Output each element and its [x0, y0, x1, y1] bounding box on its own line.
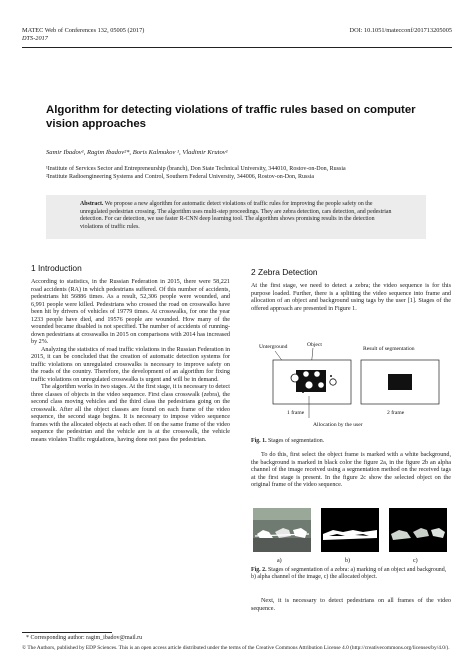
- conference-id: DTS-2017: [22, 35, 48, 42]
- user-tag: [330, 379, 336, 385]
- section-2-intro: [251, 283, 451, 313]
- figure-2-images: [253, 508, 449, 564]
- user-tag: [303, 371, 309, 377]
- paper-title: Algorithm for detecting violations of traffic rules based on computer vision approaches: [46, 104, 416, 130]
- paragraph: Next, it is necessary to detect pedestrians on all frames of the video sequence.: [251, 598, 451, 612]
- section-1-title: 1 Introduction: [31, 263, 82, 273]
- corresponding-author-footnote: * Corresponding author: ragim_ibadov@mail.ru: [26, 635, 143, 641]
- abstract-text: We propose a new algorithm for automatic detect violations of traffic rules for improving the people safety on the unregulated pedestrian crossing. The algorithm uses multi-step proceedings. They are zebra detection, cars detection, and pedestrian detection. For car detection, we use faster R-CNN deep learning tool. The algorithm shows promising results in the detection violations of traffic rules.: [80, 201, 392, 230]
- image-b-alpha: [321, 508, 379, 552]
- figure-1-diagram: [251, 338, 451, 430]
- paragraph: To do this, first select the object frame is marked with a white background, the background is marked in black color the figure 2a, in the figure 2b an alpha channel of the image received using a segmentation method on the received tags at the first stage is present. In the figure 2c show the selected object on the original frame of the video sequence.: [251, 452, 451, 489]
- section-2-body: [251, 452, 451, 490]
- affiliation-2: ²Institute Radioengineering Systems and Control, Southern Federal University, 344006, Rostov-on-Don, Russia: [46, 173, 315, 180]
- label-c: c): [413, 558, 418, 564]
- label-object: Object: [307, 342, 322, 348]
- caption-label: Fig. 1.: [251, 438, 267, 444]
- journal-name: MATEC Web of Conferences 132, 05005 (2017): [22, 27, 145, 34]
- caption-label: Fig. 2.: [251, 567, 267, 573]
- section-2-closing: [251, 598, 451, 613]
- footnote-divider: [22, 632, 112, 633]
- figure-1-caption: [251, 438, 451, 445]
- paragraph: According to statistics, in the Russian Federation in 2015, there were 58,221 road accidents (RA) in which pedestrians suffered. Of this number of accidents, pedestrians hit 56886 times. As a result, 52,306 people were wounded, and 6,991 people were killed. Pedestrians who crossed the road on crosswalks have been hit by drivers of vehicles of 19779 times. At crosswalks, for one the year 1233 people have died, and 19576 people are wounded. How many of the wounded became disabled is not specified. The number of accidents of running-down pedestrians at crosswalks in 2015 on comparisons with 2014 has increased by 2%.: [31, 279, 230, 346]
- image-a-marking: [253, 508, 311, 552]
- label-result: Result of segmentation: [363, 346, 415, 352]
- frame-2-object: [388, 374, 412, 390]
- user-tag-dot: [330, 375, 332, 377]
- label-b: b): [345, 558, 350, 564]
- user-tag: [305, 381, 313, 389]
- section-1-body: [31, 279, 230, 444]
- license-footer: © The Authors, published by EDP Sciences. This is an open access article distributed under the terms of the Creative Commons Attribution License 4.0 (http://creativecommons.org/licenses/by/4.0/).: [22, 645, 450, 651]
- paragraph: Analyzing the statistics of road traffic violations in the Russian Federation in 2015, it can be concluded that the creation of automatic detection systems for traffic violations on unregulated crosswalks is necessary to improve safety on the roads of the country. Therefore, the development of an algorithm for fixing traffic violations on unregulated crosswalks is urgent and will be in demand.: [31, 346, 231, 383]
- label-underground: Unterground: [259, 344, 288, 350]
- doi: DOI: 10.1051/matecconf/201713205005: [349, 27, 452, 34]
- user-tag: [314, 371, 320, 377]
- label-frame-2: 2 frame: [387, 410, 405, 416]
- author-list: Samir Ibadov¹, Ragim Ibadov²*, Boris Kalmukov ¹, Vladimir Krutov¹: [46, 149, 228, 156]
- caption-text: Stages of segmentation.: [268, 438, 325, 444]
- figure-2-caption: [251, 567, 451, 582]
- user-tag-dot: [302, 391, 304, 393]
- user-tag: [291, 374, 299, 382]
- caption-text: Stages of segmentation of a zebra: a) marking of an object and background, b) alpha channel of the image, c) the allocated object.: [251, 567, 447, 581]
- abstract: [80, 201, 392, 231]
- abstract-label: Abstract.: [80, 201, 104, 207]
- paragraph: At the first stage, we need to detect a zebra; the video sequence is for this purpose loaded. Further, there is a splitting the video sequence into frame and allocation of an object and background using tags by the user [1]. Stages of the offered approach are presented in Figure 1.: [251, 283, 451, 312]
- section-2-title: 2 Zebra Detection: [251, 267, 318, 277]
- header-divider: [22, 47, 452, 48]
- paragraph: The algorithm works in two stages. At the first stage, it is necessary to detect three classes of objects in the video sequence. First class crosswalk (zebra), the second class moving vehicles and the third class the pedestrians going on the crosswalk. After all the object classes are found on each frame of the video sequence, the second stage begins. It is necessary to impose video sequence frames with the allocated objects at each other. If on the same frame of the video sequence the pedestrian and the vehicle are is at the crosswalk, the vehicle means violates Traffic regulations, having done not pass the pedestrian.: [31, 384, 230, 443]
- label-frame-1: 1 frame: [287, 410, 305, 416]
- label-allocation: Allocation by the user: [313, 422, 363, 428]
- label-a: a): [277, 558, 282, 564]
- running-header: [22, 27, 452, 43]
- image-c-allocated: [389, 508, 447, 552]
- affiliation-1: ¹Institute of Services Sector and Entrepreneurship (branch), Don State Technical University, 344010, Rostov-on-Don, Russia: [46, 166, 346, 172]
- user-tag: [318, 382, 324, 388]
- affiliations: [46, 166, 426, 181]
